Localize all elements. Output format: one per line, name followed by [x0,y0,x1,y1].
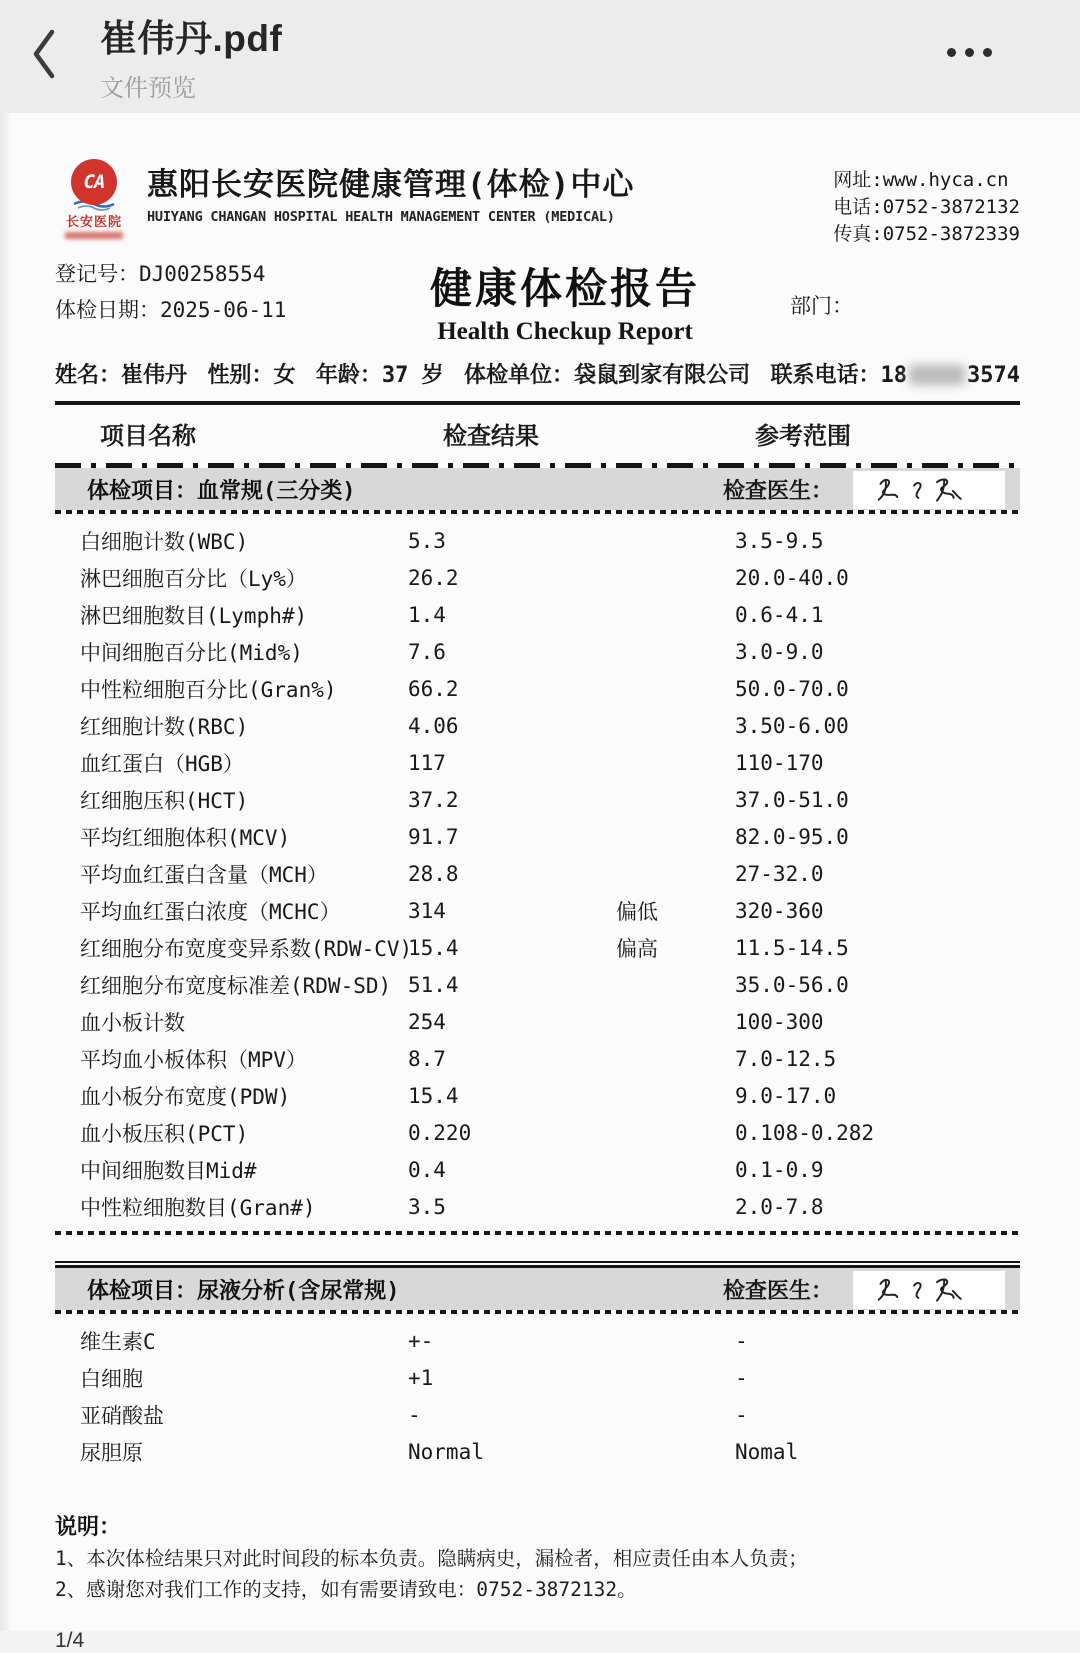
result-cell: 66.2 [408,676,459,701]
result-cell: 3.5 [408,1194,446,1219]
table-row [55,1114,1020,1151]
signature-scribble-icon [869,1275,989,1305]
hospital-fax: 传真:0752-3872339 [833,223,1020,245]
test-name-cell: 血小板计数 [80,1010,185,1035]
result-cell: 4.06 [408,713,459,738]
test-name-cell: 中间细胞数目Mid# [80,1158,257,1183]
table-row [55,929,1020,966]
hospital-logo-icon [71,159,117,205]
doctor-label: 检查医生： [723,1278,834,1304]
result-cell: 15.4 [408,935,459,960]
result-cell: 1.4 [408,602,446,627]
table-row [55,1040,1020,1077]
table-row [55,855,1020,892]
report-title-cn: 健康体检报告 [429,264,700,313]
logo-small-text-blur [65,232,123,239]
test-name-cell: 平均血红蛋白含量（MCH） [80,862,328,887]
table-row [55,1322,1020,1359]
test-name-cell: 平均血小板体积（MPV） [80,1047,307,1072]
file-title-block [100,8,282,103]
doctor-label: 检查医生： [723,478,834,504]
reg-no-label: 登记号： [55,262,139,286]
section-title: 体检项目：血常规(三分类) [87,478,356,504]
table-row [55,1396,1020,1433]
section-rows [55,514,1020,1231]
signature-scribble-icon [869,475,989,505]
back-icon[interactable] [28,26,62,82]
test-name-cell: 中间细胞百分比(Mid%) [80,640,303,665]
result-cell: 314 [408,898,446,923]
test-name-cell: 白细胞计数(WBC) [80,529,249,554]
patient-name: 姓名：崔伟丹 [55,363,188,388]
phone-redacted-blur [909,365,965,385]
result-cell: 26.2 [408,565,459,590]
test-name-cell: 淋巴细胞百分比（Ly%） [80,566,307,591]
hospital-website: 网址:www.hyca.cn [833,169,1009,191]
section-gap [55,1235,1020,1261]
patient-unit: 体检单位：袋鼠到家有限公司 [464,363,751,388]
table-row [55,781,1020,818]
ref-range-cell: 3.0-9.0 [735,639,824,664]
ref-range-cell: 27-32.0 [735,861,824,886]
notes-block [55,1510,1020,1603]
registration-row [55,256,1020,346]
table-row [55,633,1020,670]
hospital-header [55,159,1020,248]
ref-range-cell: 50.0-70.0 [735,676,849,701]
patient-phone: 联系电话：18 3574 [770,363,1020,388]
notes-title: 说明： [55,1515,122,1540]
test-name-cell: 尿胆原 [80,1440,143,1465]
test-name-cell: 白细胞 [80,1366,143,1391]
test-name-cell: 血小板分布宽度(PDW) [80,1084,291,1109]
result-cell: 37.2 [408,787,459,812]
hospital-name-en: HUIYANG CHANGAN HOSPITAL HEALTH MANAGEMENT CENTER (MEDICAL) [147,209,615,225]
table-column-headers [55,405,1020,461]
hospital-names [147,159,634,239]
ref-range-cell: 110-170 [735,750,824,775]
ref-range-cell: 37.0-51.0 [735,787,849,812]
header-item-name: 项目名称 [100,422,196,450]
result-cell: 117 [408,750,446,775]
chevron-left-icon [28,26,62,82]
exam-date-label: 体检日期： [55,298,160,322]
section-rows [55,1314,1020,1476]
doctor-signature [853,1271,1005,1309]
table-row [55,744,1020,781]
ref-range-cell: 2.0-7.8 [735,1194,824,1219]
table-row [55,1188,1020,1225]
test-name-cell: 红细胞计数(RBC) [80,714,249,739]
file-name: 崔伟丹.pdf [100,18,283,59]
test-name-cell: 红细胞分布宽度变异系数(RDW-CV) [80,936,413,961]
ref-range-cell: - [735,1365,748,1390]
ref-range-cell: 20.0-40.0 [735,565,849,590]
ref-range-cell: 35.0-56.0 [735,972,849,997]
hospital-name-cn: 惠阳长安医院健康管理(体检)中心 [147,167,635,203]
hospital-logo [55,159,133,239]
ref-range-cell: Nomal [735,1439,799,1464]
table-row [55,522,1020,559]
result-cell: 15.4 [408,1083,459,1108]
report-title-en: Health Checkup Report [437,318,693,345]
report-sections [55,468,1020,1476]
report-title-block [340,256,790,346]
ref-range-cell: 3.50-6.00 [735,713,849,738]
test-name-cell: 红细胞分布宽度标准差(RDW-SD) [80,973,392,998]
table-row [55,707,1020,744]
table-row [55,1151,1020,1188]
table-row [55,559,1020,596]
result-cell: 51.4 [408,972,459,997]
ref-range-cell: 0.108-0.282 [735,1120,875,1145]
patient-age: 年龄：37 岁 [315,363,444,388]
hospital-phone: 电话:0752-3872132 [833,196,1020,218]
hospital-contact [833,159,1020,248]
test-name-cell: 中性粒细胞百分比(Gran%) [80,677,337,702]
table-row [55,1359,1020,1396]
result-cell: 0.4 [408,1157,446,1182]
result-cell: +1 [408,1365,434,1390]
ref-range-cell: 3.5-9.5 [735,528,824,553]
abnormal-flag: 偏低 [616,899,658,924]
page-indicator: 1/4 [55,1629,85,1652]
header-ref-range: 参考范围 [755,422,851,450]
patient-info-row [55,358,1020,401]
ref-range-cell: 9.0-17.0 [735,1083,837,1108]
report-page [0,113,1080,1653]
result-cell: 7.6 [408,639,446,664]
preview-subtitle: 文件预览 [100,75,196,102]
result-cell: 254 [408,1009,446,1034]
result-cell: - [408,1402,421,1427]
table-row [55,818,1020,855]
table-row [55,892,1020,929]
exam-date-value: 2025-06-11 [160,298,287,322]
app-titlebar [0,0,1080,113]
abnormal-flag: 偏高 [616,936,658,961]
test-name-cell: 亚硝酸盐 [80,1403,164,1428]
ref-range-cell: - [735,1328,748,1353]
test-name-cell: 平均血红蛋白浓度（MCHC） [80,899,341,924]
registration-info [55,256,340,346]
header-result: 检查结果 [443,422,539,450]
section-header-bar [55,468,1020,510]
pdf-preview-page[interactable] [0,113,1080,1652]
result-cell: 28.8 [408,861,459,886]
table-row [55,1433,1020,1470]
hospital-brand [55,159,634,239]
test-name-cell: 红细胞压积(HCT) [80,788,249,813]
ref-range-cell: 7.0-12.5 [735,1046,837,1071]
result-cell: 5.3 [408,528,446,553]
ref-range-cell: 0.1-0.9 [735,1157,824,1182]
logo-initials: CA [83,171,105,193]
divider-double [55,1261,1020,1268]
patient-gender: 性别：女 [207,363,296,388]
test-name-cell: 血小板压积(PCT) [80,1121,249,1146]
ref-range-cell: - [735,1402,748,1427]
doctor-signature [853,471,1005,509]
ref-range-cell: 100-300 [735,1009,824,1034]
test-name-cell: 淋巴细胞数目(Lymph#) [80,603,308,628]
ref-range-cell: 0.6-4.1 [735,602,824,627]
test-name-cell: 维生素C [80,1329,156,1354]
result-cell: +- [408,1328,434,1353]
result-cell: 0.220 [408,1120,472,1145]
section-title: 体检项目：尿液分析(含尿常规) [87,1278,400,1304]
test-name-cell: 中性粒细胞数目(Gran#) [80,1195,316,1220]
result-cell: 8.7 [408,1046,446,1071]
logo-hospital-name: 长安医院 [65,215,122,230]
more-menu-icon[interactable] [947,48,992,57]
table-row [55,596,1020,633]
ref-range-cell: 320-360 [735,898,824,923]
ref-range-cell: 82.0-95.0 [735,824,849,849]
note-item: 1、本次体检结果只对此时间段的标本负责。隐瞒病史，漏检者，相应责任由本人负责； [55,1547,808,1570]
table-row [55,966,1020,1003]
reg-no-value: DJ00258554 [139,262,266,286]
result-cell: Normal [408,1439,484,1464]
test-name-cell: 血红蛋白（HGB） [80,751,244,776]
section-header-bar [55,1268,1020,1310]
department-label: 部门： [790,294,853,318]
test-name-cell: 平均红细胞体积(MCV) [80,825,291,850]
table-row [55,670,1020,707]
table-row [55,1077,1020,1114]
note-item: 2、感谢您对我们工作的支持，如有需要请致电：0752-3872132。 [55,1578,637,1601]
table-row [55,1003,1020,1040]
ref-range-cell: 11.5-14.5 [735,935,849,960]
result-cell: 91.7 [408,824,459,849]
